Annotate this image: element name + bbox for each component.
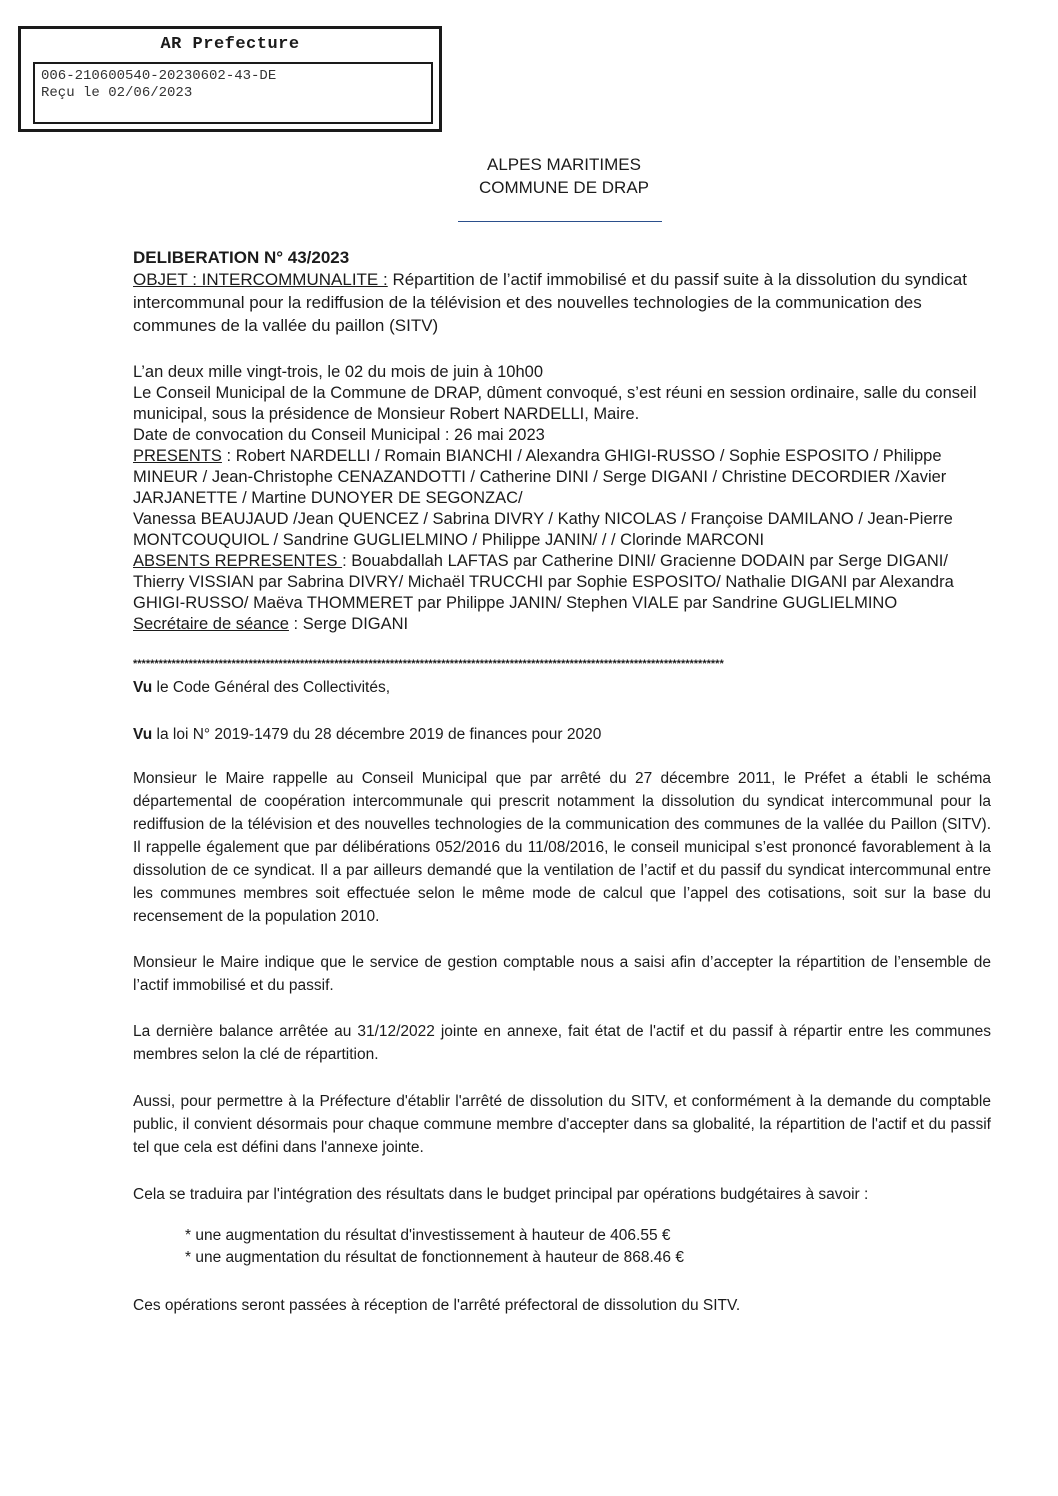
vu1-text: le Code Général des Collectivités,	[152, 679, 391, 696]
session-convocation: Date de convocation du Conseil Municipal : 26 mai 2023	[133, 426, 545, 444]
list-item: * une augmentation du résultat de fonctionnement à hauteur de 868.46 €	[185, 1249, 684, 1266]
department-name: ALPES MARITIMES	[487, 155, 641, 174]
vu1-bold: Vu	[133, 679, 153, 696]
stamp-received-date: Reçu le 02/06/2023	[41, 85, 193, 101]
objet-label: OBJET : INTERCOMMUNALITE :	[133, 270, 388, 289]
prefecture-stamp	[18, 26, 442, 132]
separator-line: ******************************************************************************************************************************************	[133, 658, 724, 670]
stamp-title: AR Prefecture	[160, 35, 300, 54]
presents-list	[133, 446, 991, 509]
paragraph-rappel: Monsieur le Maire rappelle au Conseil Municipal que par arrêté du 27 décembre 2011, le Préfet a établi le schéma départemental de coopération intercommunale qui prescrit notamment la dissolution du syndicat intercommunal pour la rediffusion de la télévision et des nouvelles technologies de la communication des communes de la vallée du Paillon (SITV). Il rappelle également que par délibérations 052/2016 du 11/08/2016, le conseil municipal s’est prononcé favorablement à la dissolution de ce syndicat. Il a par ailleurs demandé que la ventilation de l’actif et du passif du syndicat intercommunal entre les communes membres soit effectuée selon le même mode de calcul que l’appel des cotisations, soit sur la base du recensement de la population 2010.	[133, 770, 991, 925]
vu-loi-finances	[133, 723, 991, 746]
absents-list	[133, 551, 991, 614]
paragraph-balance: La dernière balance arrêtée au 31/12/2022 jointe en annexe, fait état de l'actif et du passif à répartir entre les communes membres selon la clé de répartition.	[133, 1023, 991, 1063]
paragraph-integration: Cela se traduira par l'intégration des résultats dans le budget principal par opérations budgétaires à savoir :	[133, 1186, 869, 1203]
commune-name: COMMUNE DE DRAP	[478, 178, 649, 197]
list-item: * une augmentation du résultat d'investissement à hauteur de 406.55 €	[185, 1227, 671, 1244]
secretaire-label: Secrétaire de séance	[133, 615, 289, 633]
vu2-text: la loi N° 2019-1479 du 28 décembre 2019 de finances pour 2020	[152, 726, 602, 743]
deliberation-title: DELIBERATION N° 43/2023	[133, 248, 350, 267]
session-council: Le Conseil Municipal de la Commune de DRAP, dûment convoqué, s’est réuni en session ordinaire, salle du conseil municipal, sous la présidence de Monsieur Robert NARDELLI, Maire.	[133, 384, 977, 423]
session-info	[133, 362, 991, 635]
stamp-details	[33, 62, 433, 124]
deliberation-objet	[133, 268, 991, 337]
paragraph-conclusion: Ces opérations seront passées à réception de l'arrêté préfectoral de dissolution du SITV.	[133, 1297, 741, 1314]
absents-names: : Bouabdallah LAFTAS par Catherine DINI/ Gracienne DODAIN par Serge DIGANI/ Thierry VISSIAN par Sabrina DIVRY/ Michaël TRUCCHI par Sophie ESPOSITO/ Nathalie DIGANI par Alexandra GHIGI-RUSSO/ Maëva THOMMERET par Philippe JANIN/ Stephen VIALE par Sandrine GUGLIELMINO	[133, 552, 954, 612]
session-date: L’an deux mille vingt-trois, le 02 du mois de juin à 10h00	[133, 363, 543, 381]
objet-text: Répartition de l’actif immobilisé et du passif suite à la dissolution du syndicat intercommunal pour la rediffusion de la télévision et des nouvelles technologies de la communication des communes de la vallée du paillon (SITV)	[133, 270, 967, 335]
vu-code-general	[133, 676, 991, 699]
presents-names: : Robert NARDELLI / Romain BIANCHI / Alexandra GHIGI-RUSSO / Sophie ESPOSITO / Philippe MINEUR / Jean-Christophe CENAZANDOTTI / Catherine DINI / Serge DIGANI / Christine DECORDIER /Xavier JARJANETTE / Martine DUNOYER DE SEGONZAC/	[133, 447, 947, 507]
secretaire-name: : Serge DIGANI	[288, 615, 409, 633]
paragraph-indication: Monsieur le Maire indique que le service de gestion comptable nous a saisi afin d’accepter la répartition de l’ensemble de l’actif immobilisé et du passif.	[133, 954, 991, 994]
document-body	[133, 247, 991, 1317]
stamp-reference: 006-210600540-20230602-43-DE	[41, 68, 277, 84]
document-header	[400, 153, 728, 199]
secretaire	[133, 614, 991, 635]
header-divider	[458, 221, 662, 222]
vu2-bold: Vu	[133, 726, 153, 743]
paragraph-prefecture: Aussi, pour permettre à la Préfecture d'établir l'arrêté de dissolution du SITV, et conformément à la demande du comptable public, il convient désormais pour chaque commune membre d'accepter dans sa globalité, la répartition de l'actif et du passif tel que cela est défini dans l'annexe jointe.	[133, 1093, 991, 1156]
presents-list-continued: Vanessa BEAUJAUD /Jean QUENCEZ / Sabrina DIVRY / Kathy NICOLAS / Françoise DAMILANO / Jean-Pierre MONTCOUQUIOL / Sandrine GUGLIELMINO / Philippe JANIN/ / / Clorinde MARCONI	[133, 510, 953, 549]
budget-operations-list	[133, 1225, 991, 1269]
presents-label: PRESENTS	[133, 447, 222, 465]
absents-label: ABSENTS REPRESENTES	[133, 552, 343, 570]
